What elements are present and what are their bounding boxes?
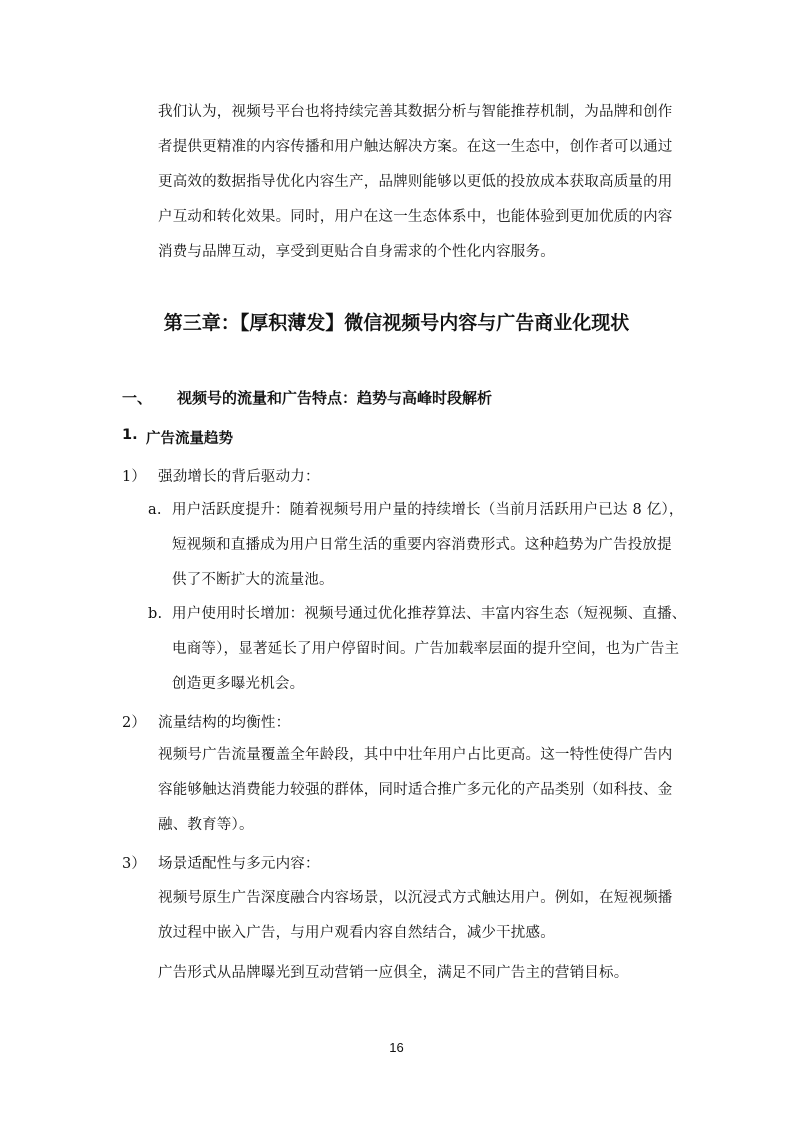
item3-number: 3） — [122, 856, 147, 872]
item1-title: 强劲增长的背后驱动力： — [158, 469, 320, 485]
section-title: 视频号的流量和广告特点：趋势与高峰时段解析 — [177, 389, 493, 407]
text-line: 户互动和转化效果。同时，用户在这一生态体系中，也能体验到更加优质的内容 — [158, 209, 673, 225]
text-line: 短视频和直播成为用户日常生活的重要内容消费形式。这种趋势为广告投放提 — [172, 537, 672, 553]
item1-number: 1） — [122, 469, 147, 485]
text-line: 放过程中嵌入广告，与用户观看内容自然结合，减少干扰感。 — [158, 925, 555, 941]
text-line: 创造更多曝光机会。 — [172, 676, 305, 692]
section-number: 一、 — [122, 389, 153, 407]
text-line: 用户活跃度提升：随着视频号用户量的持续增长（当前月活跃用户已达 8 亿）， — [172, 502, 684, 518]
text-line: 供了不断扩大的流量池。 — [172, 572, 334, 588]
item1a-marker: a. — [148, 502, 162, 518]
text-line: 视频号原生广告深度融合内容场景，以沉浸式方式触达用户。例如，在短视频播 — [158, 890, 673, 906]
item3-title: 场景适配性与多元内容： — [158, 856, 320, 872]
text-line: 电商等），显著延长了用户停留时间。广告加载率层面的提升空间，也为广告主 — [172, 641, 680, 657]
text-line: 容能够触达消费能力较强的群体，同时适合推广多元化的产品类别（如科技、金 — [158, 782, 673, 798]
text-line: 视频号广告流量覆盖全年龄段，其中中壮年用户占比更高。这一特性使得广告内 — [158, 747, 673, 763]
subsection-number: 1. — [122, 427, 138, 443]
item2-text — [158, 738, 673, 843]
item1b-text — [172, 597, 687, 702]
text-line: 我们认为，视频号平台也将持续完善其数据分析与智能推荐机制，为品牌和创作 — [158, 104, 673, 120]
item1b-marker: b. — [148, 606, 163, 622]
item1a-text — [172, 493, 684, 598]
item2-title: 流量结构的均衡性： — [158, 715, 291, 731]
text-line: 更高效的数据指导优化内容生产，品牌则能够以更低的投放成本获取高质量的用 — [158, 174, 673, 190]
item3-text — [158, 881, 673, 951]
item2-number: 2） — [122, 715, 147, 731]
text-line: 者提供更精准的内容传播和用户触达解决方案。在这一生态中，创作者可以通过 — [158, 139, 673, 155]
chapter-title: 第三章：【厚积薄发】微信视频号内容与广告商业化现状 — [163, 312, 630, 334]
page-number: 16 — [389, 1040, 404, 1055]
item3-extra-line: 广告形式从品牌曝光到互动营销一应俱全，满足不同广告主的营销目标。 — [158, 965, 629, 981]
text-line: 用户使用时长增加：视频号通过优化推荐算法、丰富内容生态（短视频、直播、 — [172, 606, 687, 622]
subsection-title: 广告流量趋势 — [146, 431, 233, 447]
intro-paragraph — [158, 95, 673, 270]
text-line: 消费与品牌互动，享受到更贴合自身需求的个性化内容服务。 — [158, 244, 555, 260]
text-line: 融、教育等）。 — [158, 817, 254, 833]
